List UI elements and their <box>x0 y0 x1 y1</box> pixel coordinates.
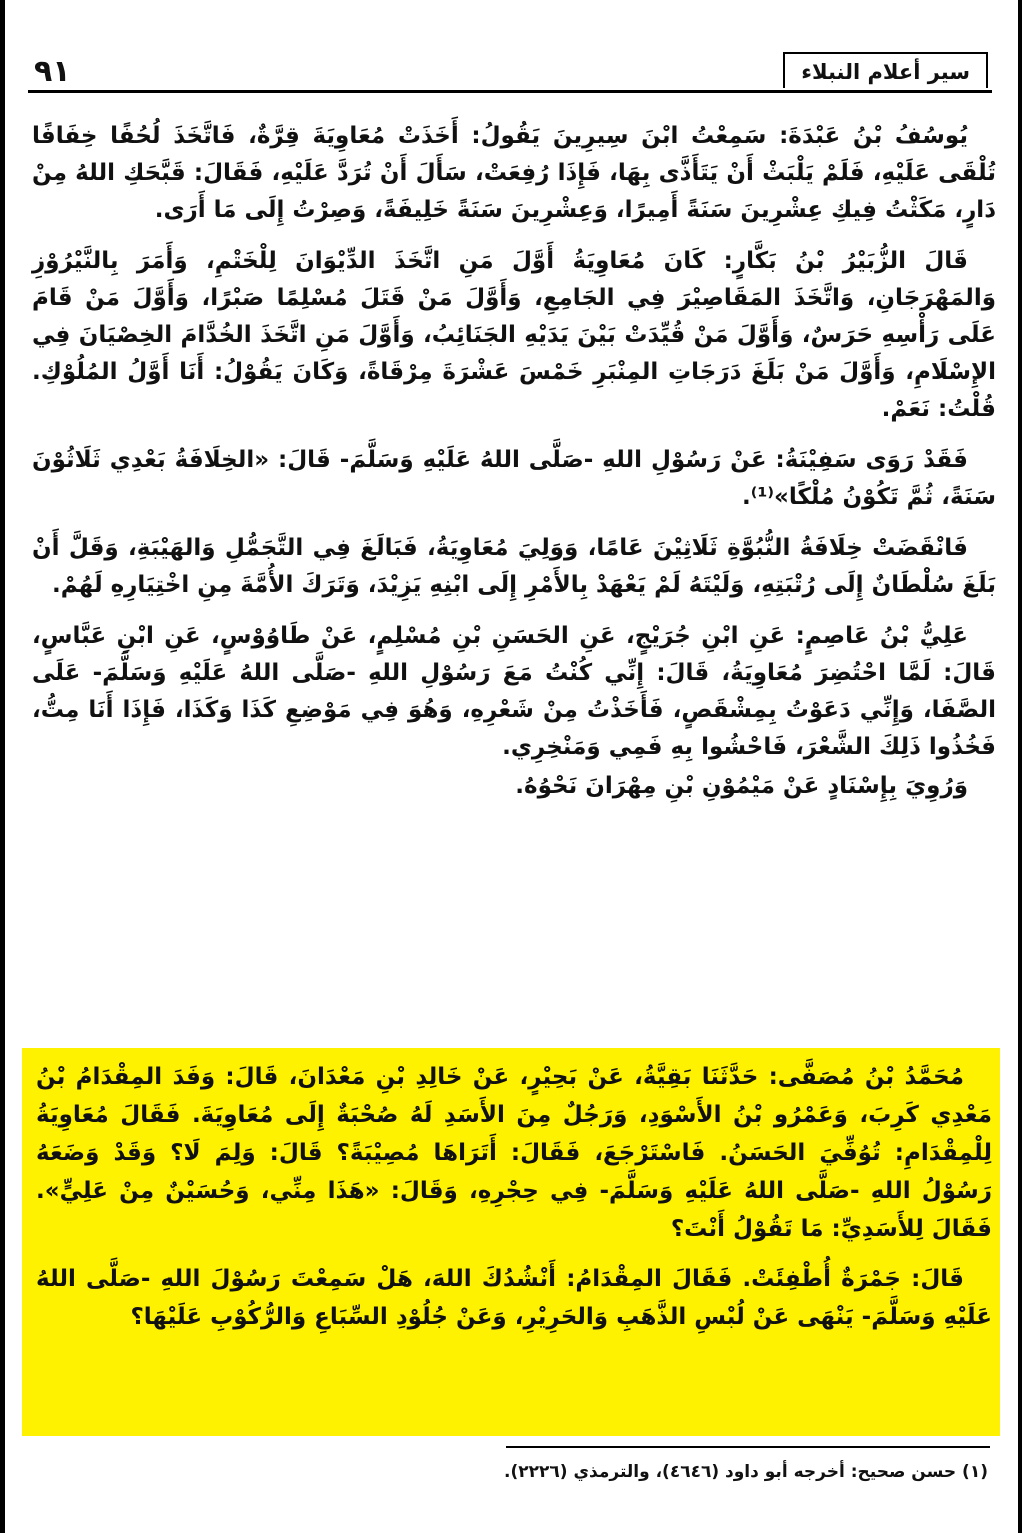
page-header <box>28 50 992 98</box>
footnote-rule <box>506 1446 990 1448</box>
highlighted-paragraph: قَالَ: جَمْرَةٌ أُطْفِئَتْ. فَقَالَ المِقْدَامُ: أَنْشُدُكَ اللهَ، هَلْ سَمِعْتَ رَسُوْلَ اللهِ -صَلَّى اللهُ عَلَيْهِ وَسَلَّمَ- يَنْهَى عَنْ لُبْسِ الذَّهَبِ وَالحَرِيْرِ، وَعَنْ جُلُوْدِ السِّبَاعِ وَالرُّكُوْبِ عَلَيْهَا؟ <box>36 1266 992 1330</box>
footnote: (١) حسن صحيح: أخرجه أبو داود (٤٦٤٦)، والترمذي (٢٢٢٦). <box>504 1462 988 1482</box>
highlighted-paragraph: مُحَمَّدُ بْنُ مُصَفَّى: حَدَّثَنَا بَقِيَّةُ، عَنْ بَحِيْرٍ، عَنْ خَالِدِ بْنِ مَعْدَانَ، قَالَ: وَفَدَ المِقْدَامُ بْنُ مَعْدِي كَرِبَ، وَعَمْرُو بْنُ الأَسْوَدِ، وَرَجُلٌ مِنَ الأَسَدِ لَهُ صُحْبَةٌ إِلَى مُعَاوِيَةَ. فَقَالَ مُعَاوِيَةُ لِلْمِقْدَامِ: تُوُفِّيَ الحَسَنُ. فَاسْتَرْجَعَ، فَقَالَ: أَتَرَاهَا مُصِيْبَةً؟ قَالَ: وَلِمَ لَا؟ وَقَدْ وَضَعَهُ رَسُوْلُ اللهِ -صَلَّى اللهُ عَلَيْهِ وَسَلَّمَ- فِي حِجْرِهِ، وَقَالَ: «هَذَا مِنِّي، وَحُسَيْنٌ مِنْ عَلِيٍّ». فَقَالَ لِلأَسَدِيِّ: مَا تَقُوْلُ أَنْتَ؟ <box>36 1064 992 1242</box>
paragraph: عَلِيُّ بْنُ عَاصِمٍ: عَنِ ابْنِ جُرَيْجٍ، عَنِ الحَسَنِ بْنِ مُسْلِمٍ، عَنْ طَاوُوْسٍ، عَنِ ابْنِ عَبَّاسٍ، قَالَ: لَمَّا احْتُضِرَ مُعَاوِيَةُ، قَالَ: إِنِّي كُنْتُ مَعَ رَسُوْلِ اللهِ -صَلَّى اللهُ عَلَيْهِ وَسَلَّمَ- عَلَى الصَّفَا، وَإِنِّي دَعَوْتُ بِمِشْقَصٍ، فَأَخَذْتُ مِنْ شَعْرِهِ، وَهُوَ فِي مَوْضِعِ كَذَا وَكَذَا، فَإِذَا أَنَا مِتُّ، فَخُذُوا ذَلِكَ الشَّعْرَ، فَاحْشُوا بِهِ فَمِي وَمَنْخِرِي. <box>32 623 996 760</box>
paragraph: يُوسُفُ بْنُ عَبْدَةَ: سَمِعْتُ ابْنَ سِيرِينَ يَقُولُ: أَخَذَتْ مُعَاوِيَةَ قِرَّةٌ، فَاتَّخَذَ لُحُفًا خِفَافًا تُلْقَى عَلَيْهِ، فَلَمْ يَلْبَثْ أَنْ يَتَأَذَّى بِهَا، فَإِذَا رُفِعَتْ، سَأَلَ أَنْ تُرَدَّ عَلَيْهِ، فَقَالَ: قَبَّحَكِ اللهُ مِنْ دَارٍ، مَكَثْتُ فِيكِ عِشْرِينَ سَنَةً أَمِيرًا، وَعِشْرِينَ سَنَةً خَلِيفَةً، وَصِرْتُ إِلَى مَا أَرَى. <box>32 123 996 223</box>
paragraph: فَانْقَضَتْ خِلَافَةُ النُّبُوَّةِ ثَلَاثِيْنَ عَامًا، وَوَلِيَ مُعَاوِيَةُ، فَبَالَغَ فِي التَّجَمُّلِ وَالهَيْبَةِ، وَقَلَّ أَنْ بَلَغَ سُلْطَانٌ إِلَى رُتْبَتِهِ، وَلَيْتَهُ لَمْ يَعْهَدْ بِالأَمْرِ إِلَى ابْنِهِ يَزِيْدَ، وَتَرَكَ الأُمَّةَ مِنِ اخْتِيَارِهِ لَهُمْ. <box>32 535 996 598</box>
page-number: ٩١ <box>34 54 71 89</box>
paragraph: فَقَدْ رَوَى سَفِيْنَةُ: عَنْ رَسُوْلِ اللهِ -صَلَّى اللهُ عَلَيْهِ وَسَلَّمَ- قَالَ: «الخِلَافَةُ بَعْدِي ثَلَاثُوْنَ سَنَةً، ثُمَّ تَكُوْنُ مُلْكًا»⁽¹⁾. <box>32 447 996 510</box>
header-rule <box>28 90 992 93</box>
highlighted-text <box>36 1058 992 1348</box>
paragraph: قَالَ الزُّبَيْرُ بْنُ بَكَّارٍ: كَانَ مُعَاوِيَةُ أَوَّلَ مَنِ اتَّخَذَ الدِّيْوَانَ لِلْخَتْمِ، وَأَمَرَ بِالنَّيْرُوْزِ وَالمَهْرَجَانِ، وَاتَّخَذَ المَقَاصِيْرَ فِي الجَامِعِ، وَأَوَّلَ مَنْ قَتَلَ مُسْلِمًا صَبْرًا، وَأَوَّلَ مَنْ قَامَ عَلَى رَأْسِهِ حَرَسٌ، وَأَوَّلَ مَنْ قُيِّدَتْ بَيْنَ يَدَيْهِ الجَنَائِبُ، وَأَوَّلَ مَنِ اتَّخَذَ الخُدَّامَ الخِصْيَانَ فِي الإِسْلَامِ، وَأَوَّلَ مَنْ بَلَغَ دَرَجَاتِ المِنْبَرِ خَمْسَ عَشْرَةَ مِرْقَاةً، وَكَانَ يَقُوْلُ: أَنَا أَوَّلُ المُلُوْكِ. قُلْتُ: نَعَمْ. <box>32 248 996 422</box>
paragraph: وَرُوِيَ بِإِسْنَادٍ عَنْ مَيْمُوْنِ بْنِ مِهْرَانَ نَحْوُهُ. <box>515 773 968 799</box>
book-title: سير أعلام النبلاء <box>783 52 988 88</box>
main-text <box>32 118 996 819</box>
